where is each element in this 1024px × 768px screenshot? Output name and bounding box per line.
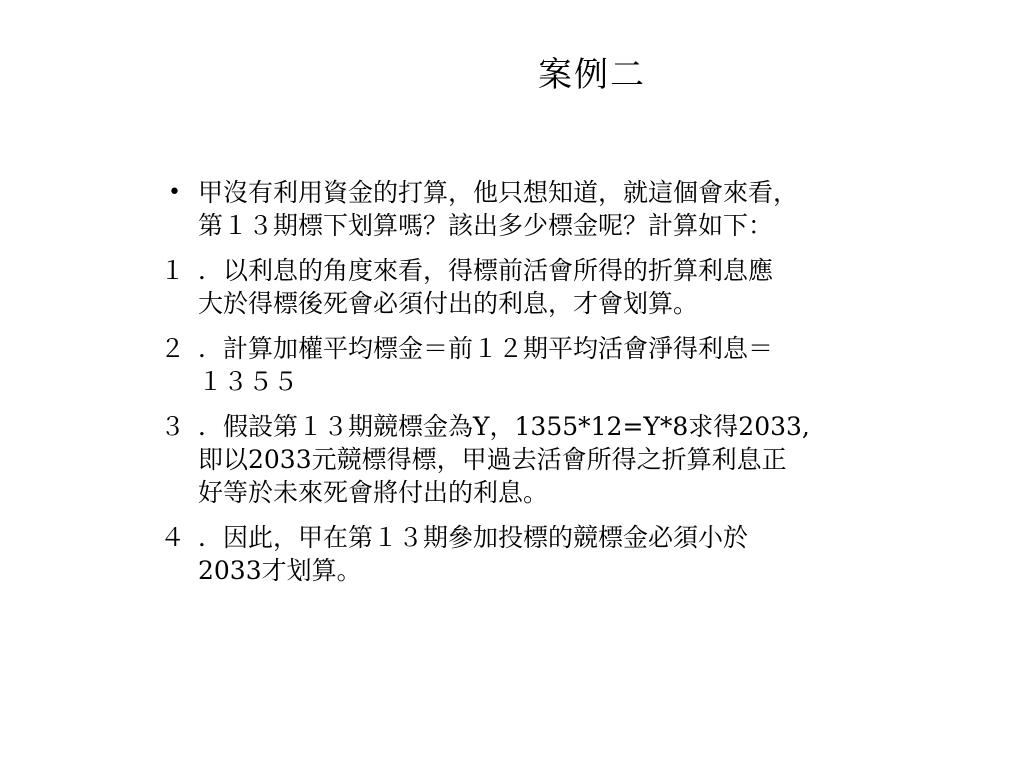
text-line: ．因此，甲在第１３期參加投標的競標金必須小於: [198, 523, 749, 552]
text-line: 甲沒有利用資金的打算，他只想知道，就這個會來看，: [198, 178, 799, 207]
text-line: 大於得標後死會必須付出的利息，才會划算。: [198, 289, 699, 318]
numbered-item-3: [160, 410, 1010, 509]
text-line: 好等於未來死會將付出的利息。: [198, 478, 549, 507]
text-line: ．假設第１３期競標金為Y，1355*12=Y*8求得2033,: [198, 412, 810, 441]
bullet-marker: •: [168, 180, 181, 205]
number-marker: ２: [160, 334, 186, 363]
text-line: 2033才划算。: [198, 556, 362, 585]
slide-title: 案例二: [538, 55, 646, 95]
number-marker: ３: [160, 412, 186, 441]
slide-body: [160, 176, 1010, 599]
text-line: ．計算加權平均標金＝前１２期平均活會淨得利息＝: [198, 334, 774, 363]
numbered-item-1: [160, 254, 1010, 320]
text-line: １３５５: [198, 367, 299, 396]
number-marker: ４: [160, 523, 186, 552]
text-line: 第１３期標下划算嗎？該出多少標金呢？計算如下：: [198, 211, 774, 240]
text-line: 即以2033元競標得標，甲過去活會所得之折算利息正: [198, 445, 787, 474]
number-marker: １: [160, 256, 186, 285]
numbered-item-2: [160, 332, 1010, 398]
bullet-item-intro: [160, 176, 1010, 242]
text-line: ．以利息的角度來看，得標前活會所得的折算利息應: [198, 256, 774, 285]
numbered-item-4: [160, 521, 1010, 587]
